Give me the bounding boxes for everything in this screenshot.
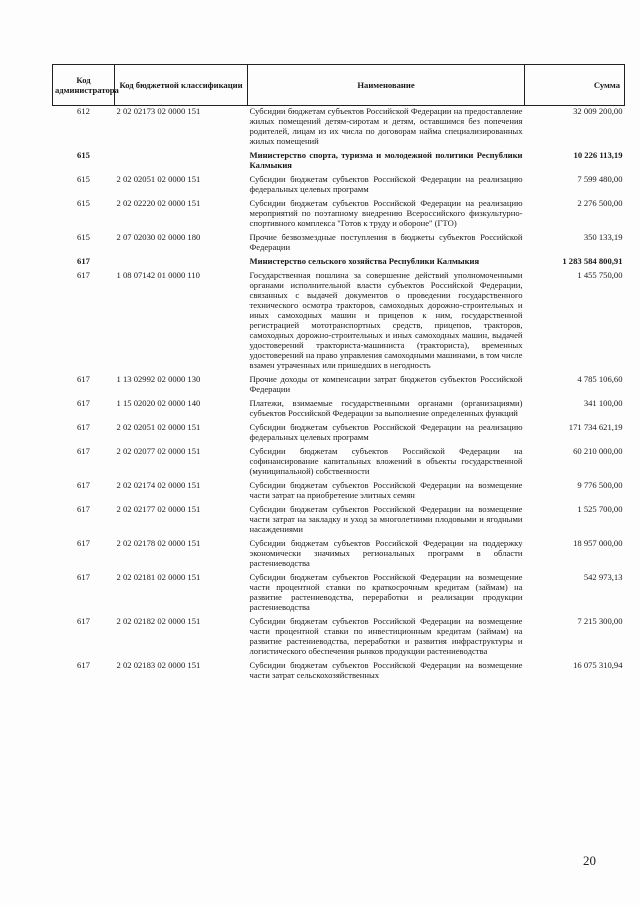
budget-code-cell [115,147,248,171]
sum-cell: 7 599 480,00 [577,174,623,184]
table-section-row [53,147,625,171]
table-row [53,371,625,395]
admin-code-cell: 617 [77,398,90,408]
budget-code-cell: 2 07 02030 02 0000 180 [116,232,201,242]
name-cell: Субсидии бюджетам субъектов Российской Федерации на реализацию федеральных целевых программ [249,174,523,194]
table-row [53,477,625,501]
name-cell: Субсидии бюджетам субъектов Российской Федерации на реализацию федеральных целевых программ [249,422,523,442]
table-row [53,535,625,569]
sum-cell: 9 776 500,00 [577,480,623,490]
sum-cell: 341 100,00 [583,398,623,408]
table-row [53,195,625,229]
table-header-row [53,65,625,106]
table-section-row [53,253,625,267]
sum-cell: 542 973,13 [583,572,623,582]
header-budget-code: Код бюджетной классификации [115,65,248,106]
admin-code-cell: 617 [77,446,90,456]
table-row [53,419,625,443]
sum-cell: 1 455 750,00 [577,270,623,280]
admin-code-cell: 617 [77,504,90,514]
admin-code-cell: 617 [77,422,90,432]
budget-code-cell: 2 02 02181 02 0000 151 [116,572,201,582]
sum-cell: 1 525 700,00 [577,504,623,514]
budget-code-cell: 2 02 02182 02 0000 151 [116,616,201,626]
sum-cell: 16 075 310,94 [573,660,623,670]
admin-code-cell: 617 [77,616,90,626]
budget-code-cell: 2 02 02183 02 0000 151 [116,660,201,670]
header-name: Наименование [248,65,525,106]
budget-code-cell [115,253,248,267]
name-cell: Субсидии бюджетам субъектов Российской Федерации на софинансирование капитальных вложений в объекты государственной (муниципальной) собственности [249,446,523,476]
budget-code-cell: 2 02 02220 02 0000 151 [116,198,201,208]
admin-code-cell: 617 [77,572,90,582]
name-cell: Субсидии бюджетам субъектов Российской Федерации на реализацию мероприятий по поэтапному внедрению Всероссийского физкультурно-спортивного комплекса "Готов к труду и обороне" (ГТО) [249,198,523,228]
table-row [53,171,625,195]
budget-code-cell: 1 13 02992 02 0000 130 [116,374,201,384]
sum-cell: 18 957 000,00 [573,538,623,548]
budget-code-cell: 2 02 02174 02 0000 151 [116,480,201,490]
page-number: 20 [583,853,596,868]
budget-revenue-table [52,64,625,681]
budget-code-cell: 1 08 07142 01 0000 110 [116,270,200,280]
budget-code-cell: 2 02 02077 02 0000 151 [116,446,201,456]
budget-code-cell: 2 02 02051 02 0000 151 [116,422,201,432]
admin-code-cell: 615 [77,232,90,242]
name-cell: Субсидии бюджетам субъектов Российской Федерации на возмещение части процентной ставки по краткосрочным кредитам (займам) на развитие растениеводства, переработки и реализации продукции растениеводства [249,572,523,612]
header-sum: Сумма [525,65,625,106]
table-row [53,657,625,681]
table-row [53,613,625,657]
table-row [53,267,625,371]
name-cell: Прочие безвозмездные поступления в бюджеты субъектов Российской Федерации [249,232,523,252]
budget-code-cell: 2 02 02173 02 0000 151 [116,106,201,116]
admin-code-cell: 612 [77,106,90,116]
admin-code-cell: 617 [77,256,90,266]
budget-code-cell: 1 15 02020 02 0000 140 [116,398,201,408]
sum-cell: 4 785 106,60 [577,374,623,384]
admin-code-cell: 617 [77,270,90,280]
admin-code-cell: 617 [77,660,90,670]
name-cell: Субсидии бюджетам субъектов Российской Федерации на возмещение части затрат на закладку и уход за многолетними плодовыми и ягодными насаждениями [249,504,523,534]
admin-code-cell: 615 [77,174,90,184]
name-cell: Субсидии бюджетам субъектов Российской Федерации на возмещение части затрат сельскохозяйственных [249,660,523,680]
name-cell: Субсидии бюджетам субъектов Российской Федерации на поддержку экономически значимых региональных программ в области растениеводства [249,538,523,568]
table-row [53,395,625,419]
sum-cell: 60 210 000,00 [573,446,623,456]
sum-cell: 2 276 500,00 [577,198,623,208]
sum-cell: 7 215 300,00 [577,616,623,626]
sum-cell: 171 734 621,19 [568,422,623,432]
name-cell: Субсидии бюджетам субъектов Российской Федерации на возмещение части затрат на приобретение элитных семян [249,480,523,500]
sum-cell: 1 283 584 800,91 [562,256,623,266]
table-row [53,569,625,613]
sum-cell: 32 009 200,00 [573,106,623,116]
admin-code-cell: 615 [77,150,90,160]
budget-code-cell: 2 02 02051 02 0000 151 [116,174,201,184]
table-row [53,443,625,477]
name-cell: Субсидии бюджетам субъектов Российской Федерации на предоставление жилых помещений детям-сиротам и детям, оставшимся без попечения родителей, лицам из их числа по договорам найма специализированных жилых помещений [249,106,523,146]
sum-cell: 10 226 113,19 [573,150,623,160]
sum-cell: 350 133,19 [583,232,623,242]
name-cell: Платежи, взимаемые государственными органами (организациями) субъектов Российской Федерации за выполнение определенных функций [249,398,523,418]
table-body [53,106,625,682]
table-row [53,229,625,253]
header-admin-code: Код администратора [53,65,115,106]
admin-code-cell: 615 [77,198,90,208]
name-cell: Министерство спорта, туризма и молодежной политики Республики Калмыкия [249,150,523,170]
name-cell: Министерство сельского хозяйства Республики Калмыкия [249,256,480,266]
admin-code-cell: 617 [77,480,90,490]
table-row [53,501,625,535]
admin-code-cell: 617 [77,538,90,548]
budget-code-cell: 2 02 02177 02 0000 151 [116,504,201,514]
admin-code-cell: 617 [77,374,90,384]
budget-code-cell: 2 02 02178 02 0000 151 [116,538,201,548]
table-row [53,106,625,148]
name-cell: Субсидии бюджетам субъектов Российской Федерации на возмещение части процентной ставки по инвестиционным кредитам (займам) на развитие растениеводства, переработки и развития инфраструктуры и логистического обеспечения рынков продукции растениеводства [249,616,523,656]
name-cell: Государственная пошлина за совершение действий уполномоченными органами исполнительной власти субъектов Российской Федерации, связанных с выдачей документов о проведении государственного технического осмотра тракторов, самоходных дорожно-строительных и иных самоходных машин и прицепов к ним, государственной регистрацией мототранспортных средств, прицепов, тракторов, самоходных дорожно-строительных и иных самоходных машин, выдачей удостоверений тракториста-машиниста (тракториста), временных удостоверений на право управления самоходными машинами, в том числе взамен утраченных или пришедших в негодность [249,270,523,370]
name-cell: Прочие доходы от компенсации затрат бюджетов субъектов Российской Федерации [249,374,523,394]
